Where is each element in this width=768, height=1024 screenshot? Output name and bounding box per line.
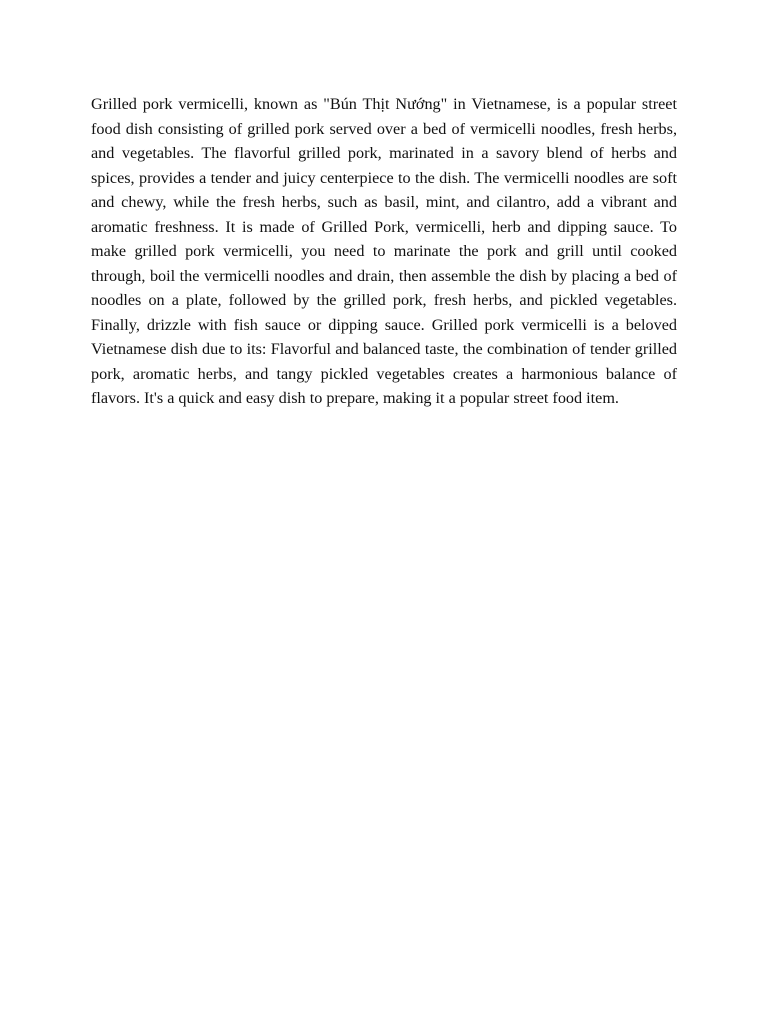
body-paragraph: Grilled pork vermicelli, known as "Bún Thịt Nướng" in Vietnamese, is a popular street food dish consisting of grilled pork served over a bed of vermicelli noodles, fresh herbs, and vegetables. The flavorful grilled pork, marinated in a savory blend of herbs and spices, provides a tender and juicy centerpiece to the dish. The vermicelli noodles are soft and chewy, while the fresh herbs, such as basil, mint, and cilantro, add a vibrant and aromatic freshness. It is made of Grilled Pork, vermicelli, herb and dipping sauce. To make grilled pork vermicelli, you need to marinate the pork and grill until cooked through, boil the vermicelli noodles and drain, then assemble the dish by placing a bed of noodles on a plate, followed by the grilled pork, fresh herbs, and pickled vegetables. Finally, drizzle with fish sauce or dipping sauce. Grilled pork vermicelli is a beloved Vietnamese dish due to its: Flavorful and balanced taste, the combination of tender grilled pork, aromatic herbs, and tangy pickled vegetables creates a harmonious balance of flavors. It's a quick and easy dish to prepare, making it a popular street food item. xyxy=(91,95,677,407)
